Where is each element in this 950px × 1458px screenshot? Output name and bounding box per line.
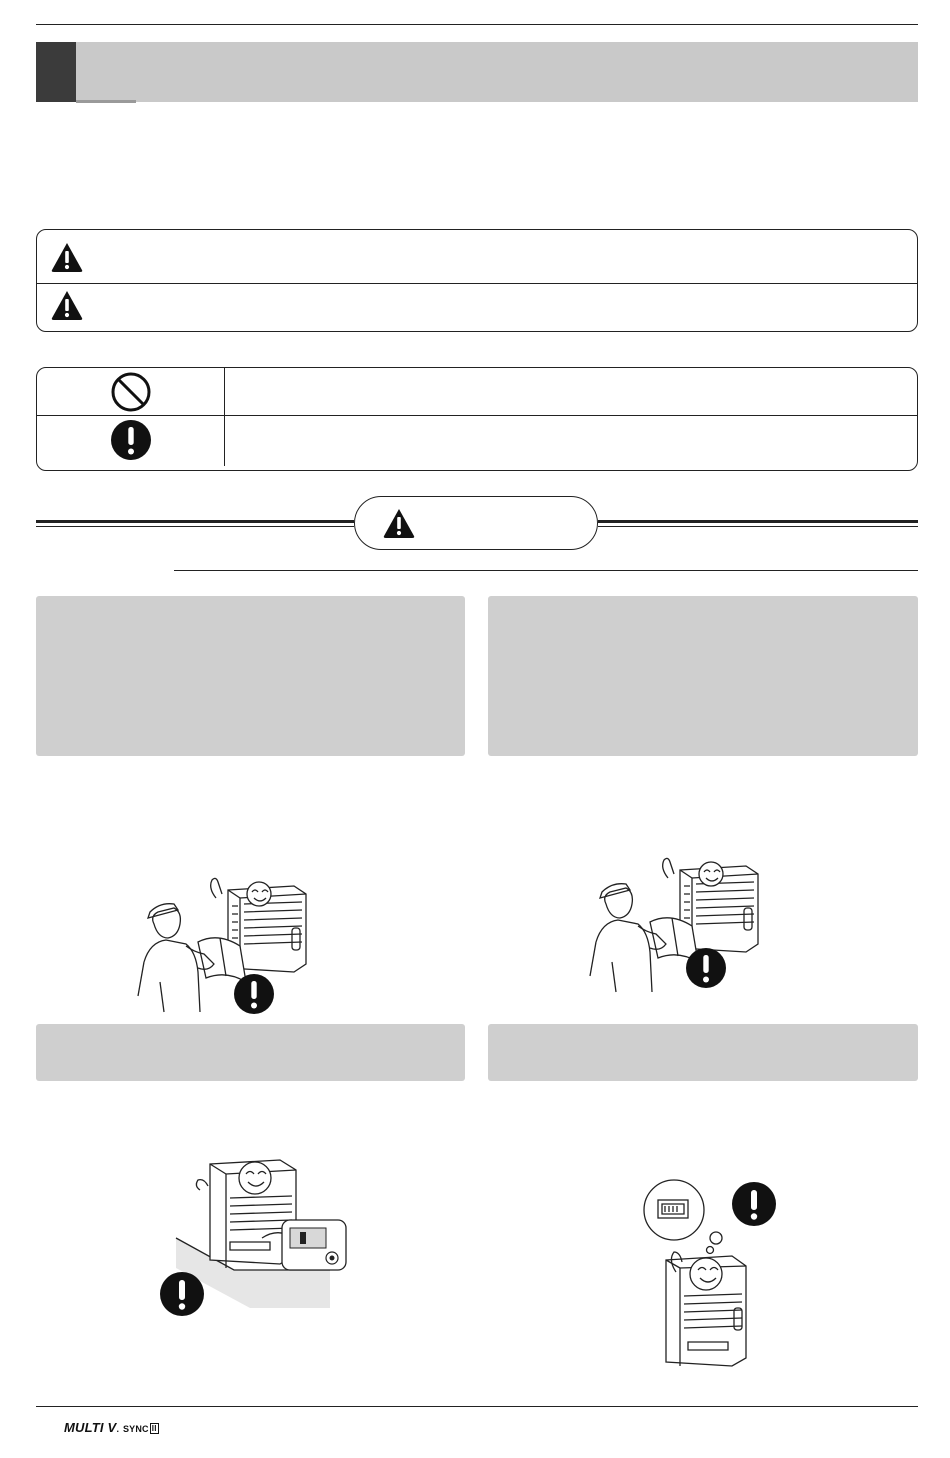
- warning-divider-left-1: [36, 520, 354, 523]
- unit-thinking-about-breaker-illustration: [636, 1176, 786, 1368]
- brand-sub: SYNC: [122, 1424, 149, 1434]
- subsection-rule: [174, 570, 918, 571]
- symbol-legend-column-divider: [224, 368, 225, 466]
- symbol-legend-divider: [37, 415, 917, 416]
- section-title-tab: [36, 42, 76, 102]
- warning-item-panel-2: [488, 596, 918, 756]
- product-logo: [64, 1420, 159, 1435]
- warning-item-panel-1: [36, 596, 465, 756]
- warning-triangle-icon: [50, 289, 84, 321]
- installer-reading-manual-illustration: [134, 872, 334, 1018]
- exclamation-circle-icon: [110, 419, 152, 461]
- warning-divider-left-2: [36, 526, 354, 527]
- bottom-rule: [36, 1406, 918, 1407]
- brand-main: MULTI V: [64, 1420, 117, 1435]
- warning-item-panel-4: [488, 1024, 918, 1081]
- warning-item-panel-3: [36, 1024, 465, 1081]
- warning-divider-right-2: [598, 526, 918, 527]
- section-title-shadow: [76, 100, 136, 103]
- warning-triangle-icon: [50, 241, 84, 273]
- legend-divider: [37, 283, 917, 284]
- signal-word-legend: [36, 229, 918, 332]
- warning-triangle-icon: [382, 507, 416, 539]
- symbol-legend: [36, 367, 918, 471]
- brand-dot: .: [116, 1424, 120, 1434]
- installer-reading-manual-illustration: [586, 852, 786, 998]
- section-title-bar: [36, 42, 918, 102]
- brand-badge: II: [151, 1424, 157, 1433]
- prohibited-circle-icon: [110, 371, 152, 413]
- top-rule: [36, 24, 918, 25]
- unit-with-power-switch-illustration: [150, 1150, 360, 1322]
- warning-divider-right-1: [598, 520, 918, 523]
